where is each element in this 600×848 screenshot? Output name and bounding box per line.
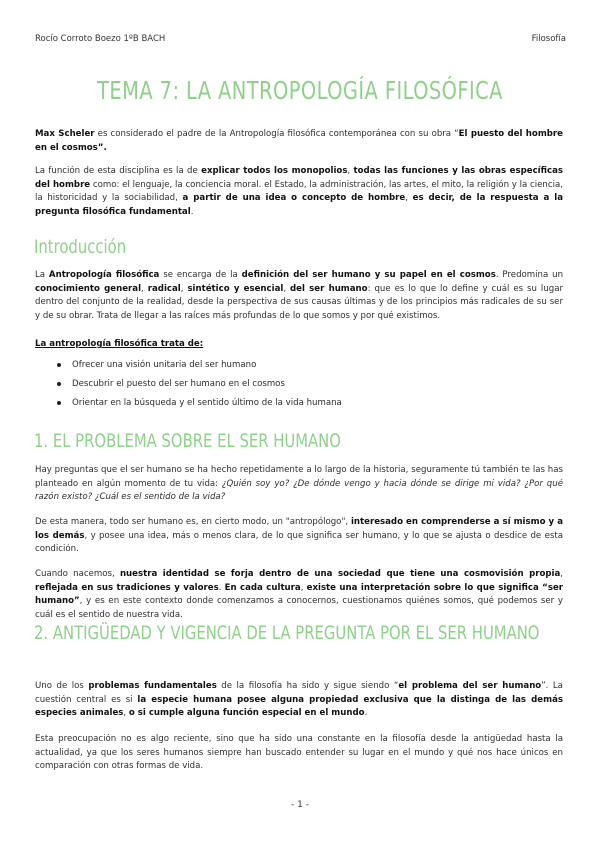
page-number: - 1 - (291, 800, 309, 810)
list-item: Orientar en la búsqueda y el sentido último de la vida humana (55, 394, 342, 413)
list-title: La antropología filosófica trata de: (35, 339, 204, 349)
topics-list (55, 356, 342, 413)
section1-paragraph-2: De esta manera, todo ser humano es, en cierto modo, un "antropólogo", interesado en comprenderse a sí mismo y a los demás, y posee una idea, más o menos clara, de lo que significa ser humano, y lo que se ajusta o desdice de esta condición. (35, 517, 564, 554)
header-subject: Filosofía (531, 34, 566, 44)
author-name: Max Scheler (35, 129, 95, 139)
header-author: Rocío Corroto Boezo 1ºB BACH (35, 34, 166, 44)
book-title: El puesto del hombre en el cosmos (35, 129, 564, 153)
section-heading-introduccion: Introducción (34, 236, 127, 258)
section1-paragraph-1: Hay preguntas que el ser humano se ha hecho repetidamente a lo largo de la historia, seguramente tú también te las has planteado en algún momento de tu vida: ¿Quién soy yo? ¿De dónde vengo y hacia dónde se dirige mi vida? ¿Por qué razón existo? ¿Cuál es el sentido de la vida? (35, 465, 563, 502)
questions: ¿Quién soy yo? ¿De dónde vengo y hacia dónde se dirige mi vida? ¿Por qué razón existo? ¿Cuál es el sentido de la vida? (35, 478, 563, 502)
section-heading-1: 1. EL PROBLEMA SOBRE EL SER HUMANO (34, 430, 341, 452)
list-item: Ofrecer una visión unitaria del ser humano (55, 356, 342, 375)
introduccion-paragraph: La Antropología filosófica se encarga de la definición del ser humano y su papel en el cosmos. Predomina un conocimiento general, radical, sintético y esencial, del ser humano: que es lo que lo define y cuál es su lugar dentro del conjunto de la realidad, desde la perspectiva de sus causas últimas y de los principios más radicales de su ser y de su obrar. Trata de llegar a las raíces más profundas de lo que somos y por qué existimos. (35, 270, 564, 321)
list-item: Descubrir el puesto del ser humano en el cosmos (55, 375, 342, 394)
intro-paragraph-1: Max Scheler es considerado el padre de la Antropología filosófica contemporánea con su obra “El puesto del hombre en el cosmos”. (35, 129, 564, 153)
section1-paragraph-3: Cuando nacemos, nuestra identidad se forja dentro de una sociedad que tiene una cosmovisión propia, reflejada en sus tradiciones y valores. En cada cultura, existe una interpretación sobre lo que significa “ser humano”, y es en este contexto donde comenzamos a conocernos, cuestionamos quiénes somos, qué podemos ser y cuál es el sentido de nuestra vida. (35, 569, 564, 620)
intro-paragraph-2: La función de esta disciplina es la de explicar todos los monopolios, todas las funciones y las obras específicas del hombre como: el lenguaje, la conciencia moral. el Estado, la administración, las artes, el mito, la religión y la ciencia, la historicidad y la sociabilidad, a partir de una idea o concepto de hombre, es decir, de la respuesta a la pregunta filosófica fundamental. (35, 166, 563, 217)
section2-paragraph-1: Uno de los problemas fundamentales de la filosofía ha sido y sigue siendo “el problema del ser humano”. La cuestión central es si la especie humana posee alguna propiedad exclusiva que la distinga de las demás especies animales, o si cumple alguna función especial en el mundo. (35, 681, 563, 718)
page-title: TEMA 7: LA ANTROPOLOGÍA FILOSÓFICA (97, 76, 503, 105)
section2-paragraph-2: Esta preocupación no es algo reciente, sino que ha sido una constante en la filosofía desde la antigüedad hasta la actualidad, ya que los seres humanos siempre han buscado entender su lugar en el mundo y qué nos hace únicos en comparación con otras formas de vida. (35, 734, 563, 771)
section-heading-2: 2. ANTIGÜEDAD Y VIGENCIA DE LA PREGUNTA POR EL SER HUMANO (34, 622, 540, 644)
